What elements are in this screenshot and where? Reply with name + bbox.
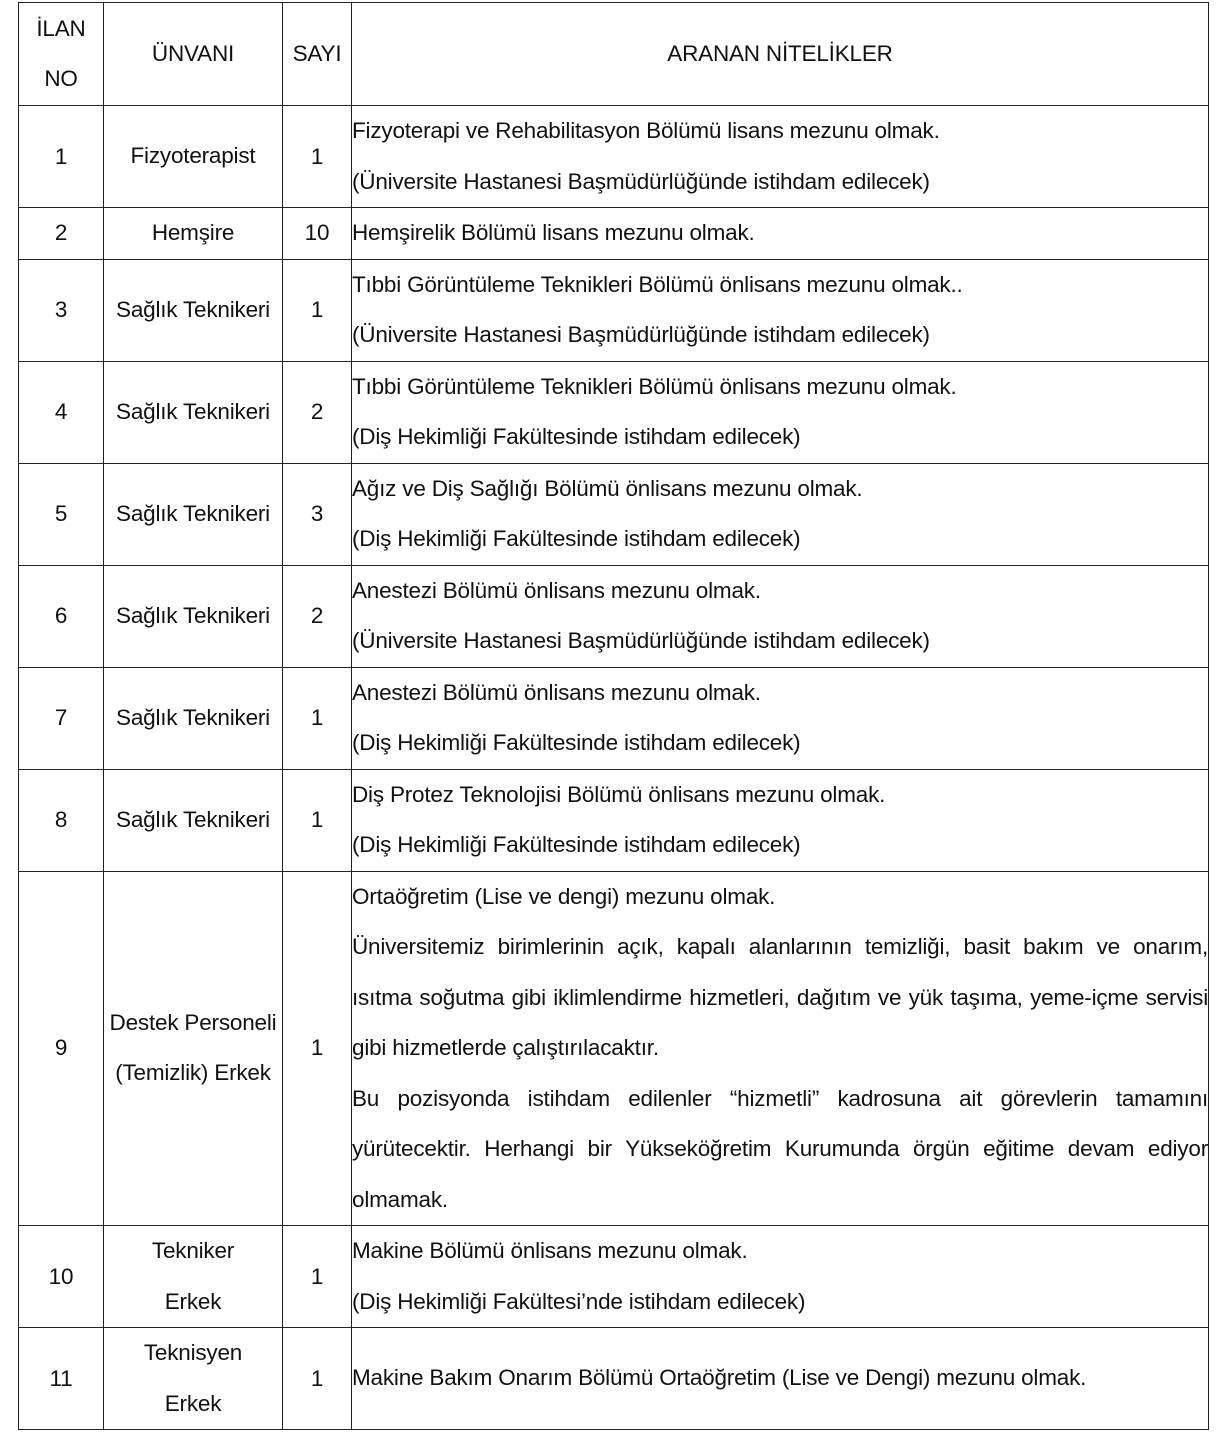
unvan-line: Destek Personeli — [109, 1009, 277, 1035]
nitelik-line: Tıbbi Görüntüleme Teknikleri Bölümü önlisans mezunu olmak. — [352, 373, 957, 399]
nitelik-cell — [352, 259, 1209, 361]
unvan-cell — [104, 1328, 283, 1430]
unvan-cell — [104, 769, 283, 871]
unvan-cell — [104, 667, 283, 769]
nitelik-line: (Üniversite Hastanesi Başmüdürlüğünde istihdam edilecek) — [352, 628, 930, 653]
ilan-no-cell: 4 — [19, 361, 104, 463]
table-body — [19, 106, 1209, 1430]
unvan-line: Sağlık Teknikeri — [116, 296, 270, 322]
nitelik-line: Makine Bakım Onarım Bölümü Ortaöğretim (Lise ve Dengi) mezunu olmak. — [352, 1365, 1087, 1391]
nitelik-line: Bu pozisyonda istihdam edilenler “hizmetli” kadrosuna ait görevlerin tamamını yürütecektir. Herhangi bir Yükseköğretim Kurumunda örgün eğitime devam ediyor olmamak. — [352, 1085, 1208, 1212]
sayi-cell: 1 — [283, 1226, 352, 1328]
header-ilan-no-line1: İLAN — [36, 16, 86, 41]
nitelik-cell — [352, 1328, 1209, 1430]
sayi-cell: 10 — [283, 208, 352, 260]
unvan-line: Erkek — [164, 1288, 222, 1314]
unvan-cell — [104, 463, 283, 565]
nitelik-line: (Üniversite Hastanesi Başmüdürlüğünde istihdam edilecek) — [352, 168, 930, 194]
unvan-line: Erkek — [164, 1390, 222, 1416]
unvan-line: Sağlık Teknikeri — [116, 602, 270, 628]
sayi-cell: 1 — [283, 1328, 352, 1430]
ilan-no-cell: 8 — [19, 769, 104, 871]
unvan-line: Teknisyen — [143, 1340, 243, 1365]
job-listings-table — [18, 2, 1209, 1430]
unvan-line: Sağlık Teknikeri — [116, 398, 270, 424]
ilan-no-cell: 1 — [19, 106, 104, 208]
nitelik-cell — [352, 667, 1209, 769]
table-row — [19, 769, 1209, 871]
nitelik-line: (Diş Hekimliği Fakültesi’nde istihdam edilecek) — [352, 1288, 806, 1314]
header-unvani: ÜNVANI — [104, 3, 283, 106]
table-row — [19, 667, 1209, 769]
unvan-line: Hemşire — [151, 220, 235, 245]
header-ilan-no-line2: NO — [44, 66, 78, 91]
nitelik-cell — [352, 565, 1209, 667]
nitelik-line: Anestezi Bölümü önlisans mezunu olmak. — [352, 577, 761, 603]
ilan-no-cell: 7 — [19, 667, 104, 769]
header-row — [19, 3, 1209, 106]
nitelik-line: Hemşirelik Bölümü lisans mezunu olmak. — [352, 220, 755, 245]
table-row — [19, 106, 1209, 208]
nitelik-line: Üniversitemiz birimlerinin açık, kapalı alanlarının temizliği, basit bakım ve onarım, ısıtma soğutma gibi iklimlendirme hizmetleri, dağıtım ve yük taşıma, yeme-içme servisi gibi hizmetlerde çalıştırılacaktır. — [352, 934, 1208, 1060]
table-row — [19, 1328, 1209, 1430]
unvan-cell — [104, 361, 283, 463]
nitelik-cell — [352, 106, 1209, 208]
header-sayi: SAYI — [283, 3, 352, 106]
ilan-no-cell: 5 — [19, 463, 104, 565]
table-row — [19, 259, 1209, 361]
sayi-cell: 1 — [283, 106, 352, 208]
nitelik-cell — [352, 871, 1209, 1226]
table-row — [19, 463, 1209, 565]
unvan-line: (Temizlik) Erkek — [115, 1060, 271, 1086]
unvan-cell — [104, 1226, 283, 1328]
ilan-no-cell: 10 — [19, 1226, 104, 1328]
nitelik-cell — [352, 361, 1209, 463]
ilan-no-cell: 2 — [19, 208, 104, 260]
nitelik-cell — [352, 208, 1209, 260]
nitelik-cell — [352, 463, 1209, 565]
nitelik-line: Ortaöğretim (Lise ve dengi) mezunu olmak. — [352, 883, 776, 909]
table-row — [19, 565, 1209, 667]
nitelik-line: (Diş Hekimliği Fakültesinde istihdam edilecek) — [352, 424, 801, 449]
nitelik-line: Tıbbi Görüntüleme Teknikleri Bölümü önlisans mezunu olmak.. — [352, 271, 963, 297]
nitelik-line: Makine Bölümü önlisans mezunu olmak. — [352, 1238, 748, 1263]
unvan-line: Fizyoterapist — [130, 143, 256, 169]
unvan-line: Tekniker — [151, 1238, 235, 1263]
unvan-cell — [104, 106, 283, 208]
unvan-cell — [104, 871, 283, 1226]
nitelik-line: (Diş Hekimliği Fakültesinde istihdam edilecek) — [352, 526, 801, 551]
nitelik-cell — [352, 769, 1209, 871]
nitelik-line: (Diş Hekimliği Fakültesinde istihdam edilecek) — [352, 730, 801, 755]
ilan-no-cell: 9 — [19, 871, 104, 1226]
nitelik-line: Anestezi Bölümü önlisans mezunu olmak. — [352, 679, 761, 705]
unvan-cell — [104, 208, 283, 260]
ilan-no-cell: 3 — [19, 259, 104, 361]
unvan-line: Sağlık Teknikeri — [116, 500, 270, 526]
sayi-cell: 1 — [283, 769, 352, 871]
nitelik-line: Diş Protez Teknolojisi Bölümü önlisans mezunu olmak. — [352, 781, 886, 807]
ilan-no-cell: 11 — [19, 1328, 104, 1430]
unvan-line: Sağlık Teknikeri — [116, 704, 270, 730]
sayi-cell: 1 — [283, 667, 352, 769]
sayi-cell: 1 — [283, 259, 352, 361]
sayi-cell: 2 — [283, 565, 352, 667]
nitelik-line: (Diş Hekimliği Fakültesinde istihdam edilecek) — [352, 832, 801, 857]
unvan-line: Sağlık Teknikeri — [116, 806, 270, 832]
sayi-cell: 3 — [283, 463, 352, 565]
nitelik-line: (Üniversite Hastanesi Başmüdürlüğünde istihdam edilecek) — [352, 322, 930, 347]
table-row — [19, 361, 1209, 463]
ilan-no-cell: 6 — [19, 565, 104, 667]
header-ilan-no — [19, 3, 104, 106]
table-row — [19, 208, 1209, 260]
nitelik-line: Ağız ve Diş Sağlığı Bölümü önlisans mezunu olmak. — [352, 475, 863, 501]
header-nitelikler: ARANAN NİTELİKLER — [352, 3, 1209, 106]
sayi-cell: 1 — [283, 871, 352, 1226]
table-row — [19, 1226, 1209, 1328]
sayi-cell: 2 — [283, 361, 352, 463]
unvan-cell — [104, 565, 283, 667]
table-row — [19, 871, 1209, 1226]
nitelik-cell — [352, 1226, 1209, 1328]
unvan-cell — [104, 259, 283, 361]
nitelik-line: Fizyoterapi ve Rehabilitasyon Bölümü lisans mezunu olmak. — [352, 118, 940, 143]
